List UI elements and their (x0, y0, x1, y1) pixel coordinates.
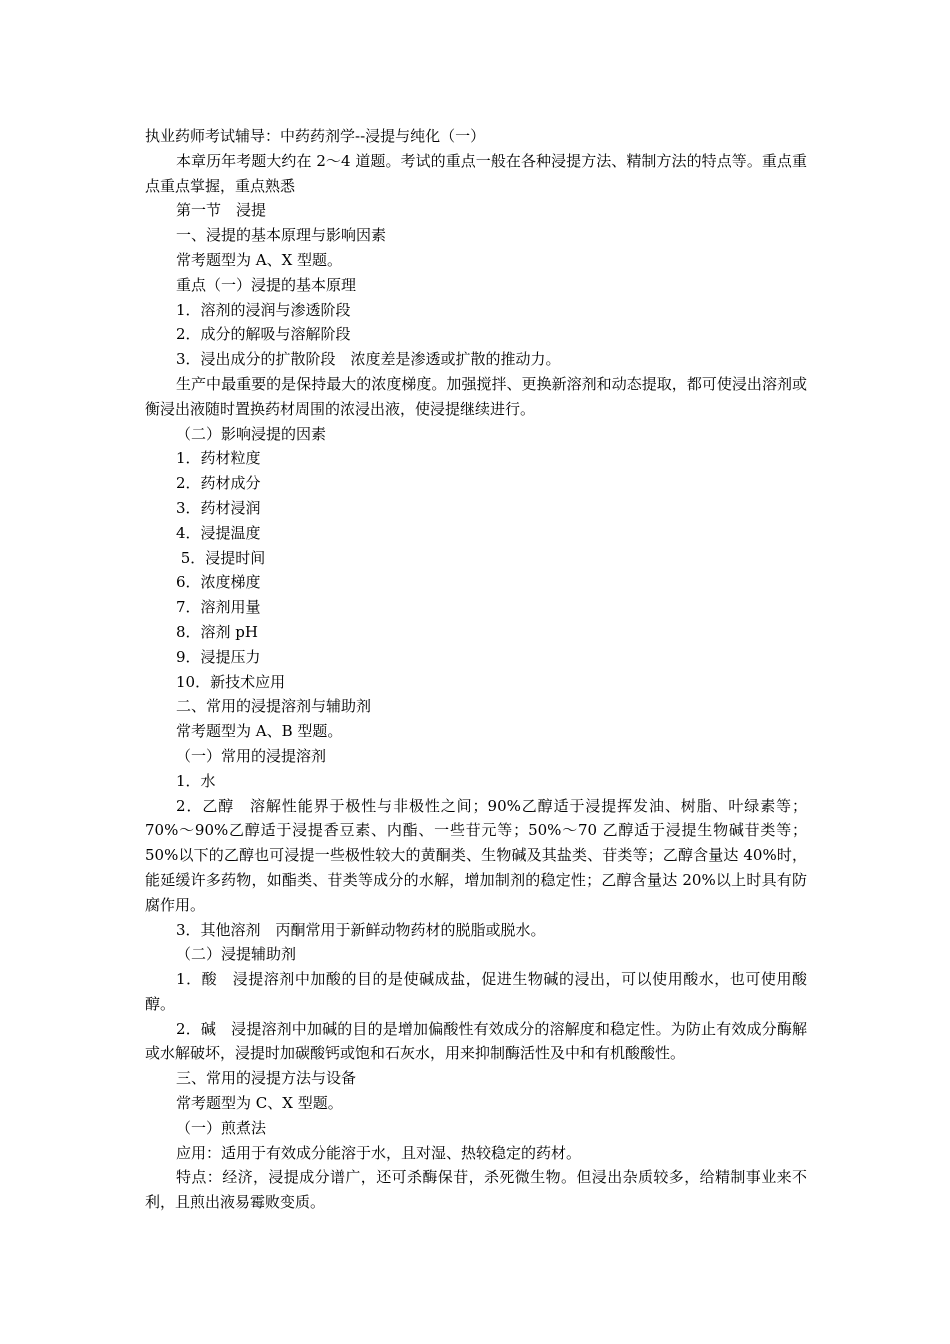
list-item: 4．浸提温度 (176, 523, 261, 542)
paragraph: 生产中最重要的是保持最大的浓度梯度。加强搅拌、更换新溶剂和动态提取，都可使浸出溶剂或衡浸出液随时置换药材周围的浓浸出液，使浸提继续进行。 (145, 374, 807, 418)
list-item: 9．浸提压力 (176, 647, 261, 666)
list-item: 3．浸出成分的扩散阶段 浓度差是渗透或扩散的推动力。 (176, 350, 561, 369)
section-heading: 第一节 浸提 (176, 201, 267, 220)
subsection-heading: 二、常用的浸提溶剂与辅助剂 (176, 697, 372, 716)
document-body (145, 124, 807, 1215)
list-item: 2．药材成分 (176, 474, 261, 493)
paragraph: 应用：适用于有效成分能溶于水，且对湿、热较稳定的药材。 (176, 1143, 582, 1162)
list-item: 10．新技术应用 (176, 672, 286, 691)
list-item: 1．药材粒度 (176, 449, 261, 468)
paragraph: 本章历年考题大约在 2～4 道题。考试的重点一般在各种浸提方法、精制方法的特点等。重点重点重点掌握，重点熟悉 (145, 151, 807, 195)
paragraph: 特点：经济，浸提成分谱广，还可杀酶保苷，杀死微生物。但浸出杂质较多，给精制事业来不利，且煎出液易霉败变质。 (145, 1168, 807, 1212)
document-title: 执业药师考试辅导：中药药剂学--浸提与纯化（一） (145, 127, 486, 145)
list-item: 1．溶剂的浸润与渗透阶段 (176, 300, 351, 319)
subsection-heading: 三、常用的浸提方法与设备 (176, 1069, 357, 1088)
subsection-heading: 一、浸提的基本原理与影响因素 (176, 226, 387, 245)
subsection-heading: （二）影响浸提的因素 (176, 424, 327, 443)
list-item: 3．其他溶剂 丙酮常用于新鲜动物药材的脱脂或脱水。 (176, 920, 546, 939)
list-item: 5．浸提时间 (176, 548, 266, 567)
subsection-heading: （一）常用的浸提溶剂 (176, 746, 327, 765)
list-item: 1．酸 浸提溶剂中加酸的目的是使碱成盐，促进生物碱的浸出，可以使用酸水，也可使用酸醇。 (145, 970, 807, 1013)
list-item: 6．浓度梯度 (176, 573, 261, 592)
list-item: 1．水 (176, 771, 216, 790)
subsection-heading: （二）浸提辅助剂 (176, 945, 297, 964)
list-item: 3．药材浸润 (176, 498, 261, 517)
paragraph: 常考题型为 C、X 型题。 (176, 1094, 343, 1113)
list-item: 7．溶剂用量 (176, 598, 261, 617)
subsection-heading: 重点（一）浸提的基本原理 (176, 275, 357, 294)
paragraph: 常考题型为 A、X 型题。 (176, 250, 343, 269)
list-item: 8．溶剂 pH (176, 622, 258, 641)
list-item: 2．乙醇 溶解性能界于极性与非极性之间；90%乙醇适于浸提挥发油、树脂、叶绿素等；70%～90%乙醇适于浸提香豆素、内酯、一些苷元等；50%～70 乙醇适于浸提生物碱苷类等；50%以下的乙醇也可浸提一些极性较大的黄酮类、生物碱及其盐类、苷类等；乙醇含量达 40%时，能延缓许多药物，如酯类、苷类等成分的水解，增加制剂的稳定性；乙醇含量达 20%以上时具有防腐作用。 (145, 796, 807, 914)
list-item: 2．碱 浸提溶剂中加碱的目的是增加偏酸性有效成分的溶解度和稳定性。为防止有效成分酶解或水解破坏，浸提时加碳酸钙或饱和石灰水，用来抑制酶活性及中和有机酸酸性。 (145, 1019, 807, 1063)
list-item: 2．成分的解吸与溶解阶段 (176, 325, 351, 344)
subsection-heading: （一）煎煮法 (176, 1118, 267, 1137)
paragraph: 常考题型为 A、B 型题。 (176, 722, 343, 741)
